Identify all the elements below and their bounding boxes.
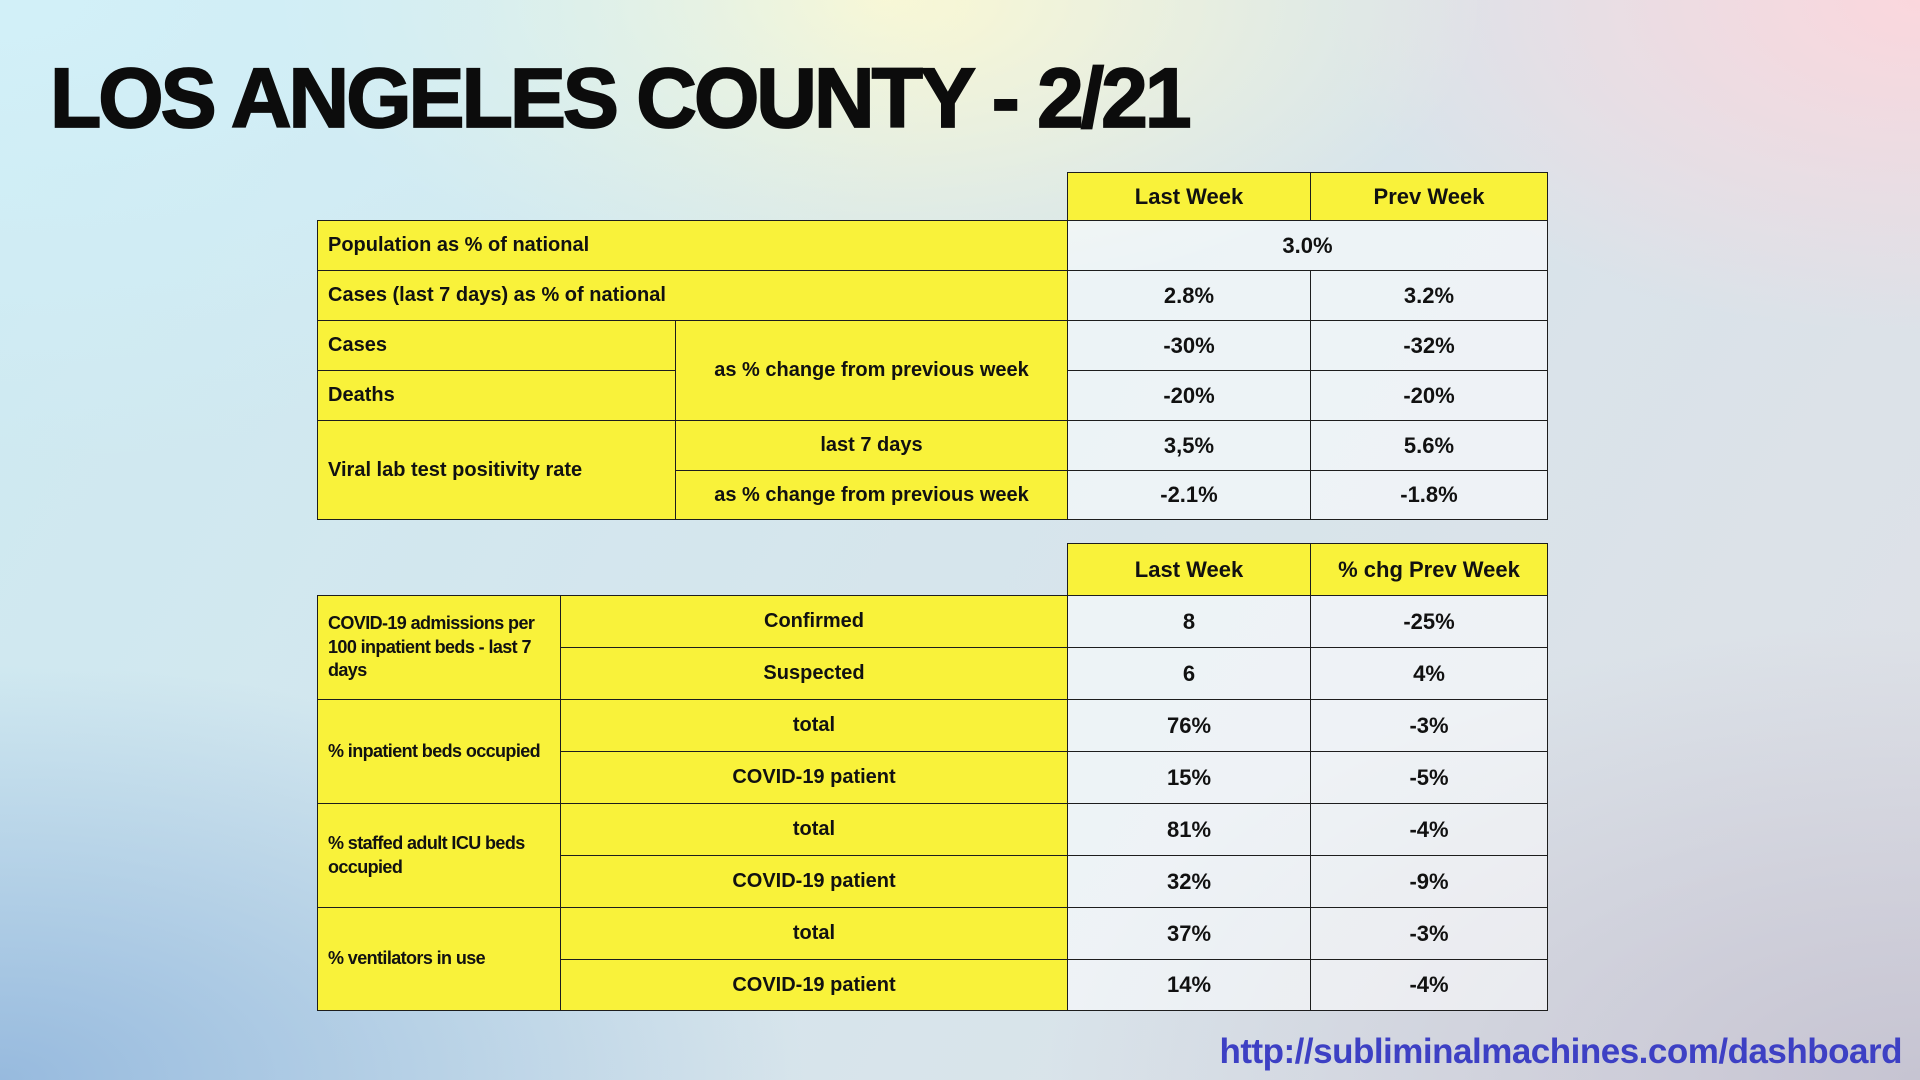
value-positivity-change-prev-week: -1.8% — [1310, 470, 1548, 520]
value-vent-covid-pct-chg: -4% — [1310, 959, 1548, 1011]
value-positivity-prev-week: 5.6% — [1310, 420, 1548, 470]
row-label-cases: Cases — [317, 320, 675, 370]
value-cases-share-prev-week: 3.2% — [1310, 270, 1548, 320]
row-label-inpatient-beds-occupied: % inpatient beds occupied — [317, 699, 560, 803]
sub-label-suspected: Suspected — [560, 647, 1067, 699]
page-title: LOS ANGELES COUNTY - 2/21 — [50, 51, 1189, 145]
value-cases-share-last-week: 2.8% — [1067, 270, 1310, 320]
row-label-ventilators-in-use: % ventilators in use — [317, 907, 560, 1011]
sub-label-covid-patient: COVID-19 patient — [560, 855, 1067, 907]
value-positivity-change-last-week: -2.1% — [1067, 470, 1310, 520]
value-inpatient-covid-pct-chg: -5% — [1310, 751, 1548, 803]
value-cases-last-week: -30% — [1067, 320, 1310, 370]
column-header-last-week: Last Week — [1067, 172, 1310, 220]
value-icu-covid-pct-chg: -9% — [1310, 855, 1548, 907]
weekly-stats-table — [317, 172, 1548, 520]
column-header-prev-week: Prev Week — [1310, 172, 1548, 220]
row-label-covid-admissions: COVID-19 admissions per 100 inpatient beds - last 7 days — [317, 595, 560, 699]
row-label-cases-share: Cases (last 7 days) as % of national — [317, 270, 1067, 320]
column-header-pct-chg-prev-week: % chg Prev Week — [1310, 543, 1548, 595]
value-confirmed-last-week: 8 — [1067, 595, 1310, 647]
value-vent-total-last-week: 37% — [1067, 907, 1310, 959]
value-vent-total-pct-chg: -3% — [1310, 907, 1548, 959]
value-cases-prev-week: -32% — [1310, 320, 1548, 370]
sub-label-covid-patient: COVID-19 patient — [560, 959, 1067, 1011]
column-header-last-week: Last Week — [1067, 543, 1310, 595]
sub-label-total: total — [560, 803, 1067, 855]
row-label-population: Population as % of national — [317, 220, 1067, 270]
value-positivity-last-week: 3,5% — [1067, 420, 1310, 470]
value-deaths-last-week: -20% — [1067, 370, 1310, 420]
hospital-capacity-table — [317, 543, 1548, 1011]
sub-label-covid-patient: COVID-19 patient — [560, 751, 1067, 803]
value-suspected-pct-chg: 4% — [1310, 647, 1548, 699]
value-icu-covid-last-week: 32% — [1067, 855, 1310, 907]
sub-label-confirmed: Confirmed — [560, 595, 1067, 647]
row-label-deaths: Deaths — [317, 370, 675, 420]
value-deaths-prev-week: -20% — [1310, 370, 1548, 420]
value-icu-total-last-week: 81% — [1067, 803, 1310, 855]
sub-label-total: total — [560, 907, 1067, 959]
row-label-icu-beds-occupied: % staffed adult ICU beds occupied — [317, 803, 560, 907]
value-inpatient-covid-last-week: 15% — [1067, 751, 1310, 803]
qualifier-pct-change: as % change from previous week — [675, 320, 1067, 420]
value-vent-covid-last-week: 14% — [1067, 959, 1310, 1011]
value-confirmed-pct-chg: -25% — [1310, 595, 1548, 647]
sub-label-last-7-days: last 7 days — [675, 420, 1067, 470]
value-inpatient-total-pct-chg: -3% — [1310, 699, 1548, 751]
value-suspected-last-week: 6 — [1067, 647, 1310, 699]
value-population-merged: 3.0% — [1067, 220, 1548, 270]
sub-label-positivity-change: as % change from previous week — [675, 470, 1067, 520]
value-inpatient-total-last-week: 76% — [1067, 699, 1310, 751]
row-label-positivity-rate: Viral lab test positivity rate — [317, 420, 675, 520]
sub-label-total: total — [560, 699, 1067, 751]
value-icu-total-pct-chg: -4% — [1310, 803, 1548, 855]
dashboard-url-link[interactable]: http://subliminalmachines.com/dashboard — [1219, 1032, 1902, 1071]
